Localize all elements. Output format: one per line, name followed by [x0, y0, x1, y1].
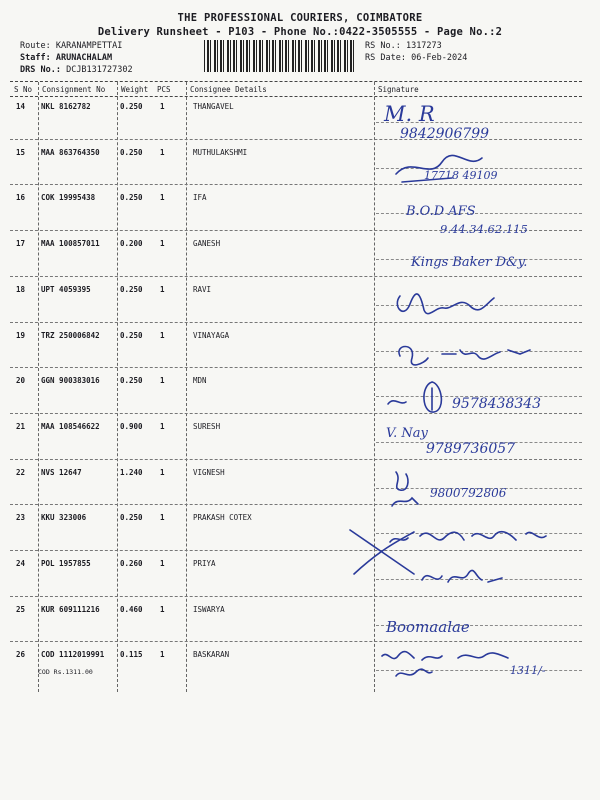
rs-date-label: RS Date:: [365, 53, 406, 63]
signature-20-scribble: [384, 376, 454, 416]
cell-consignee: PRAKASH COTEX: [193, 513, 252, 523]
cell-sno: 20: [16, 376, 26, 386]
cell-weight: 0.250: [120, 376, 143, 386]
cell-consignment: KUR 609111216: [41, 604, 100, 614]
header-consignment: Consignment No: [42, 85, 106, 94]
cell-weight: 0.115: [120, 650, 143, 660]
signature-16-name: B.O.D AFS: [406, 204, 476, 219]
cell-consignee: VIGNESH: [193, 467, 225, 477]
cell-weight: 0.250: [120, 284, 143, 294]
header-weight: Weight: [121, 85, 149, 94]
cell-consignment: POL 1957855: [41, 559, 91, 568]
column-divider: [186, 82, 187, 692]
cell-sno: 16: [16, 193, 26, 203]
column-divider: [38, 82, 39, 692]
route-line: [20, 41, 122, 51]
staff-line: [20, 53, 112, 63]
cell-weight: 0.250: [120, 513, 143, 523]
column-divider: [374, 82, 375, 692]
cell-consignee: GANESH: [193, 239, 221, 249]
table-header-rule: [10, 96, 582, 97]
cell-consignment: MAA 863764350: [41, 147, 100, 157]
route-value: KARANAMPETTAI: [55, 41, 123, 51]
cell-pcs: 1: [160, 239, 165, 249]
cell-weight: 1.240: [120, 467, 143, 477]
header-consignee: Consignee Details: [190, 85, 267, 94]
cell-sno: 14: [16, 102, 26, 111]
signature-17-name: Kings Baker D&y.: [411, 255, 528, 270]
cell-sno: 22: [16, 467, 26, 477]
cell-weight: 0.250: [120, 102, 143, 111]
cell-consignment: NKL 8162782: [41, 102, 91, 111]
cell-sno: 17: [16, 239, 26, 249]
row-divider: [10, 504, 582, 505]
cell-consignee: IFA: [193, 193, 207, 203]
cell-consignment: UPT 4059395: [41, 284, 91, 294]
cell-pcs: 1: [160, 421, 165, 431]
row-divider: [10, 276, 582, 277]
cell-consignee: MUTHULAKSHMI: [193, 147, 248, 157]
signature-24-scribble: [418, 562, 508, 592]
rs-no-label: RS No.:: [365, 41, 401, 51]
cell-consignee: ISWARYA: [193, 604, 225, 614]
cell-consignment: COD 1112019991: [41, 650, 105, 660]
cell-weight: 0.200: [120, 239, 143, 249]
cell-pcs: 1: [160, 467, 165, 477]
signature-14-name: M. R: [384, 102, 435, 126]
cell-consignee: RAVI: [193, 284, 212, 294]
column-divider: [117, 82, 118, 692]
cell-pcs: 1: [160, 147, 165, 157]
drs-label: DRS No.:: [20, 65, 61, 75]
runsheet-subtitle: Delivery Runsheet - P103 - Phone No.:0422-3505555 - Page No.:2: [97, 26, 503, 38]
cell-consignment: COK 19995438: [41, 193, 96, 203]
cell-sno: 25: [16, 604, 26, 614]
company-title: THE PROFESSIONAL COURIERS, COIMBATORE: [177, 12, 423, 24]
cell-weight: 0.260: [120, 559, 143, 568]
cell-pcs: 1: [160, 559, 165, 568]
drs-line: [20, 65, 133, 75]
cell-sno: 26: [16, 650, 26, 660]
table-top-rule: [10, 81, 582, 82]
cell-consignee: SURESH: [193, 421, 221, 431]
cell-sno: 23: [16, 513, 26, 523]
signature-25-name: Boomaalae: [386, 618, 470, 636]
signature-21-name: V. Nay: [386, 426, 428, 441]
cell-consignment: NVS 12647: [41, 467, 82, 477]
cell-weight: 0.250: [120, 193, 143, 203]
cell-pcs: 1: [160, 193, 165, 203]
cell-weight: 0.460: [120, 604, 143, 614]
barcode: [204, 40, 356, 72]
cell-cod-note: COD Rs.1311.00: [38, 668, 93, 677]
staff-value: ARUNACHALAM: [55, 53, 113, 63]
header-pcs: PCS: [157, 85, 171, 94]
cell-sno: 15: [16, 147, 26, 157]
staff-label: Staff:: [20, 53, 51, 63]
signature-26-scribble: [378, 646, 518, 686]
header-sno: S No: [14, 85, 33, 94]
cell-consignment: MAA 108546622: [41, 421, 100, 431]
signature-18-scribble: [390, 286, 500, 326]
signature-14-phone: 9842906799: [400, 126, 490, 142]
signature-16-phone: 9.44.34.62.115: [440, 222, 528, 236]
rs-no-value: 1317273: [405, 41, 442, 51]
cell-consignee: PRIYA: [193, 559, 216, 568]
cell-consignment: KKU 323006: [41, 513, 87, 523]
cell-sno: 18: [16, 284, 26, 294]
cell-sno: 21: [16, 421, 26, 431]
signature-26-amount: 1311/-: [510, 664, 546, 677]
rs-no-line: [365, 41, 442, 51]
cell-consignment: MAA 100857011: [41, 239, 100, 249]
signature-15-phone: 17718 49109: [424, 169, 498, 182]
cell-pcs: 1: [160, 102, 165, 111]
rs-date-line: [365, 53, 467, 63]
drs-value: DCJB131727302: [66, 65, 133, 75]
cell-pcs: 1: [160, 330, 165, 340]
row-divider: [10, 459, 582, 460]
cell-sno: 19: [16, 330, 26, 340]
row-divider: [10, 139, 582, 140]
cell-consignee: VINAYAGA: [193, 330, 230, 340]
cell-pcs: 1: [160, 650, 165, 660]
signature-22-phone: 9800792806: [430, 486, 507, 500]
cell-consignee: THANGAVEL: [193, 102, 234, 111]
cell-consignment: TRZ 250006842: [41, 330, 100, 340]
route-label: Route:: [20, 41, 51, 51]
cell-consignee: BASKARAN: [193, 650, 230, 660]
cell-consignee: MDN: [193, 376, 207, 386]
signature-15-scribble: [392, 152, 502, 186]
row-divider: [10, 413, 582, 414]
cell-pcs: 1: [160, 513, 165, 523]
cell-weight: 0.250: [120, 147, 143, 157]
row-divider: [10, 641, 582, 642]
cell-pcs: 1: [160, 604, 165, 614]
cell-pcs: 1: [160, 284, 165, 294]
header-signature: Signature: [378, 85, 419, 94]
cell-sno: 24: [16, 559, 26, 568]
rs-date-value: 06-Feb-2024: [411, 53, 468, 63]
cell-weight: 0.250: [120, 330, 143, 340]
cell-weight: 0.900: [120, 421, 143, 431]
row-divider: [10, 596, 582, 597]
cell-pcs: 1: [160, 376, 165, 386]
signature-22-scribble: [388, 466, 448, 512]
cell-consignment: GGN 900383016: [41, 376, 100, 386]
signature-20-phone: 9578438343: [452, 396, 542, 412]
signature-21-phone: 9789736057: [426, 441, 516, 457]
signature-19-scribble: [394, 340, 544, 372]
